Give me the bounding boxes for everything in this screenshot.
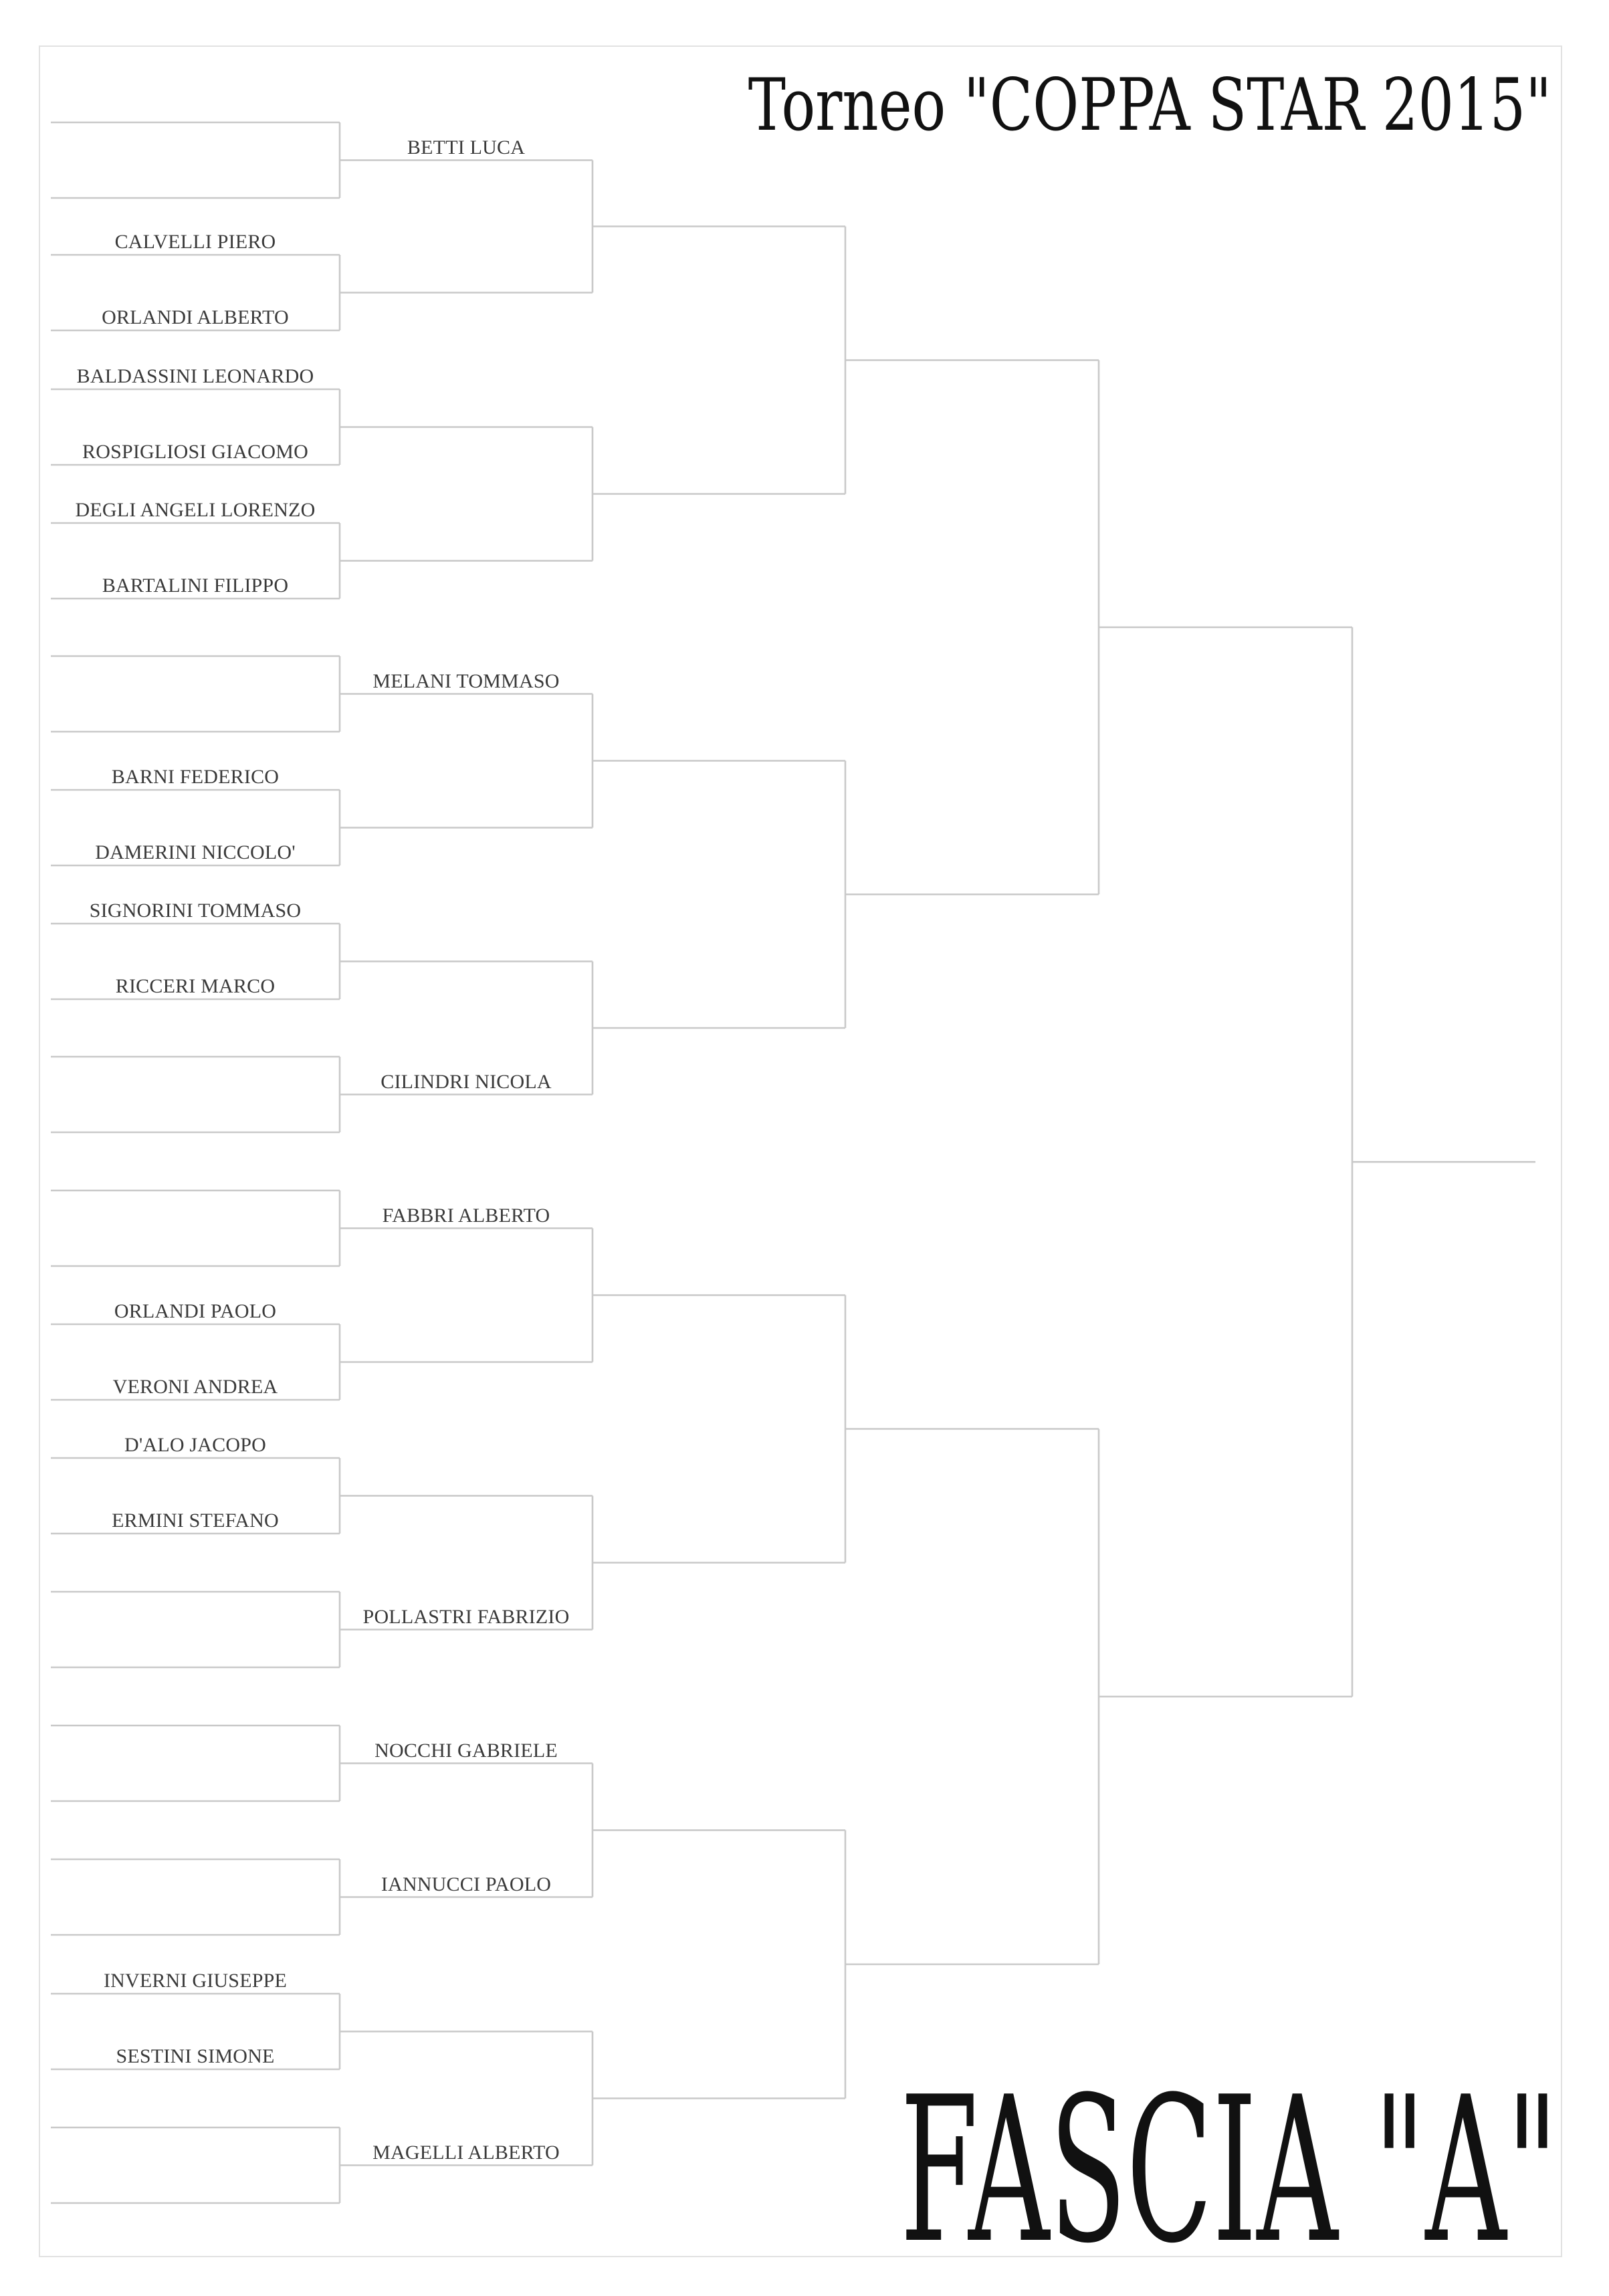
player-slot[interactable]: VERONI ANDREA — [112, 1376, 278, 1398]
player-slot[interactable]: CALVELLI PIERO — [114, 231, 276, 253]
player-slot[interactable]: SESTINI SIMONE — [116, 2045, 275, 2067]
player-slot[interactable]: CILINDRI NICOLA — [381, 1070, 552, 1093]
player-slot[interactable]: ORLANDI PAOLO — [114, 1300, 277, 1322]
tournament-title: Torneo "COPPA STAR 2015" — [748, 64, 1551, 147]
player-slot[interactable]: MAGELLI ALBERTO — [372, 2141, 560, 2164]
player-slot[interactable]: SIGNORINI TOMMASO — [89, 900, 302, 922]
player-slot[interactable]: IANNUCCI PAOLO — [381, 1873, 552, 1895]
player-slot[interactable]: MELANI TOMMASO — [372, 669, 560, 692]
player-slot[interactable]: ORLANDI ALBERTO — [102, 306, 289, 328]
player-slot[interactable]: RICCERI MARCO — [115, 975, 276, 997]
player-slot[interactable]: BARTALINI FILIPPO — [102, 575, 289, 597]
player-slot[interactable]: DEGLI ANGELI LORENZO — [75, 499, 316, 521]
player-slot[interactable]: POLLASTRI FABRIZIO — [362, 1605, 570, 1628]
player-slot[interactable]: D'ALO JACOPO — [124, 1434, 266, 1456]
category-label: FASCIA "A" — [900, 2054, 1558, 2287]
player-slot[interactable]: BETTI LUCA — [407, 136, 526, 159]
player-slot[interactable]: DAMERINI NICCOLO' — [95, 841, 296, 863]
player-slot[interactable]: NOCCHI GABRIELE — [374, 1739, 558, 1762]
player-slot[interactable]: ROSPIGLIOSI GIACOMO — [82, 441, 308, 463]
player-slot[interactable]: ERMINI STEFANO — [112, 1509, 279, 1532]
player-slot[interactable]: FABBRI ALBERTO — [382, 1204, 550, 1227]
player-slot[interactable]: BARNI FEDERICO — [111, 766, 280, 788]
player-slot[interactable]: BALDASSINI LEONARDO — [76, 365, 314, 387]
player-slot[interactable]: INVERNI GIUSEPPE — [103, 1970, 288, 1992]
